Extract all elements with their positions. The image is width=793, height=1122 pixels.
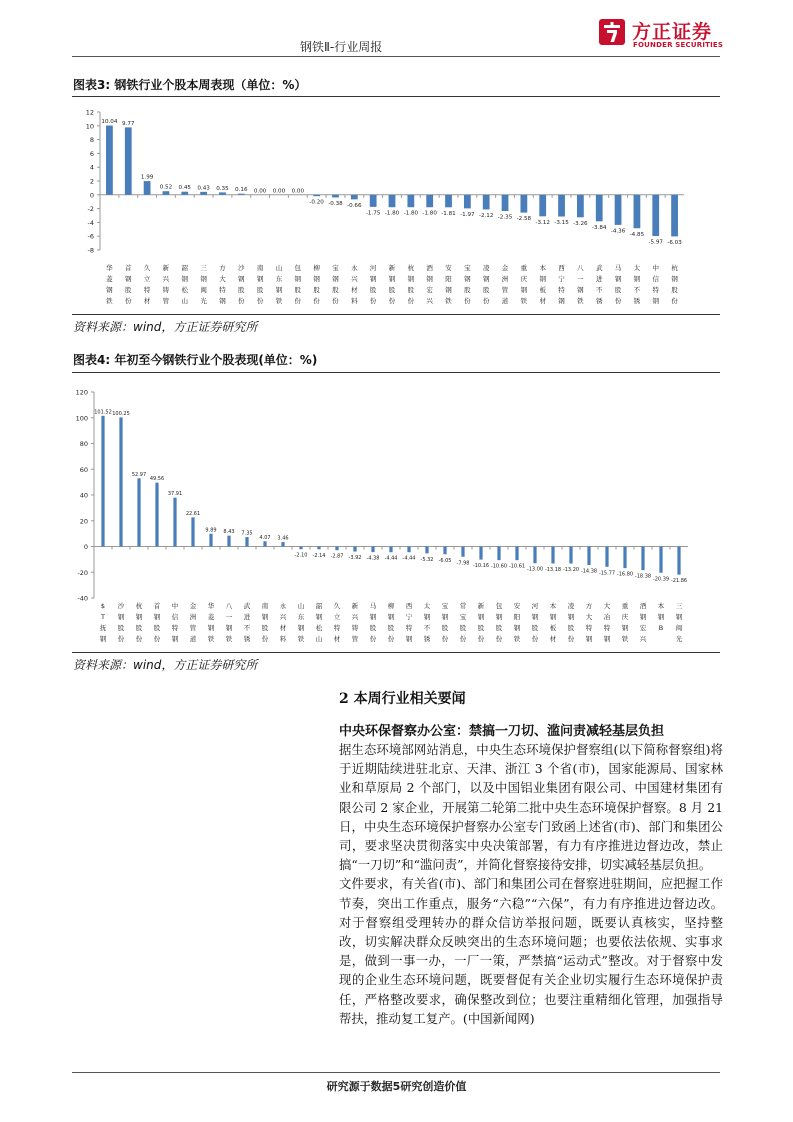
figure4-bottom-rule (72, 652, 720, 653)
fig4-category-label: 首钢股份 (153, 602, 161, 643)
fig3-category-label: 新兴铸管 (162, 264, 170, 305)
fig4-y-tick-label: -20 (77, 568, 88, 577)
fig3-category-label: 方大特钢 (219, 264, 226, 305)
fig3-bar (407, 195, 414, 207)
fig4-category-label: 南钢股份 (261, 602, 269, 643)
fig3-data-label: 0.45 (178, 185, 192, 192)
fig3-category-label: 安阳钢铁 (445, 264, 452, 305)
fig3-data-label: -2.58 (516, 216, 532, 223)
fig4-category-label: 山东钢铁 (297, 602, 305, 643)
fig3-bar (144, 181, 151, 195)
fig4-category-label: 重庆钢铁 (621, 602, 629, 643)
fig3-category-label: 南钢股份 (256, 264, 264, 305)
fig3-data-label: -5.97 (648, 239, 663, 246)
fig4-bar (407, 547, 410, 553)
fig4-bar (677, 547, 680, 575)
fig4-y-tick-label: 20 (79, 517, 88, 526)
fig4-data-label: -10.16 (472, 563, 490, 570)
fig3-category-label: 杭钢股份 (671, 264, 678, 305)
fig3-data-label: -1.97 (460, 211, 475, 218)
fig4-y-tick-label: 80 (79, 440, 88, 448)
figure3-title: 图表3: 钢铁行业个股本周表现（单位：%） (73, 78, 307, 92)
fig4-y-tick-label: -40 (77, 594, 88, 603)
fig3-category-label: 中信特钢 (652, 264, 659, 305)
fig4-data-label: -18.38 (634, 573, 652, 580)
fig3-y-tick-label: -4 (87, 218, 94, 227)
fig3-bar (238, 194, 245, 195)
fig4-category-label: 本钢 B (657, 602, 665, 632)
fig4-category-label: 新兴铸管 (351, 602, 359, 643)
fig4-category-label: 武进不锈 (243, 602, 251, 643)
fig3-bar (652, 195, 659, 236)
fig4-data-label: -14.38 (580, 568, 598, 575)
report-title: 钢铁Ⅱ-行业周报 (300, 40, 383, 54)
fig4-data-label: -16.80 (616, 571, 634, 578)
footer-slogan: 研究源于数据5研究创造价值 (326, 1080, 467, 1093)
fig4-bar (155, 483, 158, 547)
fig4-bar (569, 547, 572, 564)
fig4-bar (587, 547, 590, 566)
fig4-category-label: 太钢不锈 (423, 602, 431, 643)
fig3-category-label: 韶钢松山 (181, 264, 189, 305)
fig3-category-label: 八一钢铁 (577, 264, 584, 305)
fig4-data-label: -20.39 (652, 576, 670, 583)
fig4-category-label: 永兴材料 (279, 602, 287, 643)
fig4-category-label: 河钢股份 (531, 602, 539, 643)
fig4-category-label: 新钢股份 (477, 602, 485, 643)
fig4-category-label: 宝钢股份 (441, 602, 449, 643)
fig3-category-label: 三钢闽光 (200, 264, 207, 305)
logo-text-en: FOUNDER SECURITIES (633, 41, 724, 49)
fig4-bar (533, 547, 536, 564)
fig3-data-label: 0.16 (235, 187, 248, 194)
fig3-bar (351, 195, 358, 200)
fig4-category-label: 包钢股份 (495, 602, 503, 643)
fig4-category-label: 酒钢宏兴 (639, 602, 647, 643)
footer-divider (72, 1072, 720, 1073)
fig4-data-label: 3.46 (277, 535, 289, 542)
fig4-data-label: -6.05 (438, 557, 452, 564)
fig4-data-label: -15.77 (598, 570, 616, 577)
fig3-bar (464, 195, 471, 209)
fig3-data-label: -1.80 (422, 210, 437, 217)
figure4-top-rule (72, 372, 720, 373)
fig4-bar (299, 547, 302, 550)
fig4-data-label: -2.14 (312, 552, 326, 559)
fig3-bar (671, 195, 678, 237)
fig4-data-label: -2.10 (294, 552, 308, 559)
fig4-category-label: 马钢股份 (369, 602, 377, 643)
fig4-data-label: -4.38 (366, 555, 380, 562)
fig4-bar (371, 547, 374, 553)
fig4-bar (515, 547, 518, 561)
fig4-data-label: -2.87 (330, 553, 344, 560)
fig4-category-label: 方大特钢 (585, 602, 593, 643)
fig4-bar (119, 417, 122, 546)
fig3-category-label: 重庆钢铁 (520, 264, 528, 305)
fig3-category-label: 西宁特钢 (558, 264, 565, 305)
fig4-bar (317, 547, 320, 550)
fig4-category-label: 久立特材 (333, 602, 341, 643)
fig3-category-label: 河钢股份 (369, 264, 377, 305)
fig4-bar (101, 416, 104, 547)
fig3-category-label: 华菱钢铁 (106, 264, 113, 305)
fig4-category-label: 中信特钢 (171, 602, 179, 643)
fig3-bar (219, 192, 226, 194)
fig4-bar (641, 547, 644, 571)
fig3-bar (389, 195, 396, 207)
fig3-data-label: -2.12 (478, 212, 494, 219)
fig3-y-tick-label: -8 (87, 246, 94, 255)
fig3-category-label: 武进不锈 (595, 264, 603, 305)
fig4-data-label: -10.61 (508, 563, 526, 570)
fig4-data-label: -7.98 (456, 560, 470, 567)
fig3-y-tick-label: 4 (89, 163, 94, 172)
fig4-data-label: -10.60 (490, 563, 508, 570)
fig4-bar (425, 547, 428, 554)
fig4-category-label: 华菱钢铁 (207, 602, 215, 643)
fig4-y-tick-label: 0 (83, 543, 88, 551)
fig4-bar (191, 517, 194, 546)
fig3-category-label: 宝钢股份 (464, 264, 471, 305)
fig4-category-label: 柳钢股份 (387, 602, 395, 643)
fig3-bar (106, 126, 113, 195)
fig3-data-label: 0.00 (253, 188, 267, 195)
fig3-data-label: -2.35 (497, 214, 513, 221)
fig4-data-label: 22.61 (185, 510, 201, 517)
fig3-bar (577, 195, 584, 217)
fig4-bar (263, 541, 266, 546)
figure4-chart (72, 376, 720, 650)
fig3-bar (558, 195, 565, 217)
fig4-data-label: 37.91 (167, 491, 183, 498)
fig4-category-label: 本钢板材 (549, 602, 557, 643)
fig3-category-label: 凌钢股份 (482, 264, 490, 305)
fig3-data-label: -0.38 (328, 200, 343, 207)
fig4-y-tick-label: 120 (75, 388, 88, 397)
fig4-bar (281, 542, 284, 546)
fig4-category-label: 杭钢股份 (135, 602, 143, 643)
fig4-bar (335, 547, 338, 551)
fig3-bar (520, 195, 527, 213)
fig3-data-label: 0.52 (159, 184, 173, 191)
fig4-data-label: 4.07 (259, 534, 271, 541)
fig3-data-label: 0.00 (272, 188, 286, 195)
figure3-top-rule (72, 96, 720, 97)
fig3-data-label: -3.84 (591, 224, 607, 231)
fig3-data-label: 0.00 (291, 188, 305, 195)
fig3-data-label: -4.85 (629, 231, 645, 238)
fig4-category-label: 大冶特钢 (603, 602, 611, 643)
fig4-bar (245, 537, 248, 546)
fig4-category-label: 八一钢铁 (225, 602, 233, 643)
fig3-category-label: 永兴材料 (351, 264, 358, 305)
fig3-y-tick-label: 6 (89, 149, 94, 158)
fig3-category-label: 金洲管道 (501, 264, 509, 305)
fig4-data-label: 100.25 (112, 410, 130, 417)
fig4-bar (659, 547, 662, 573)
figure4-title: 图表4: 年初至今钢铁行业个股表现(单位：%) (73, 353, 318, 367)
fig4-bar (461, 547, 464, 557)
logo-text-cn: 方正证券 (632, 21, 713, 43)
fig3-bar (539, 195, 546, 217)
header-divider (72, 56, 720, 57)
fig4-data-label: 8.43 (223, 529, 235, 536)
figure3-source: 资料来源：wind，方正证券研究所 (73, 320, 258, 334)
fig4-bar (389, 547, 392, 553)
fig4-bar (137, 478, 140, 546)
fig4-data-label: -21.86 (670, 578, 688, 585)
fig3-category-label: 沙钢股份 (238, 264, 245, 305)
fig3-bar (370, 195, 377, 207)
fig3-data-label: -1.80 (384, 210, 400, 217)
fig3-data-label: -3.12 (535, 219, 550, 226)
fig4-data-label: 101.52 (94, 409, 112, 416)
fig3-y-tick-label: 12 (85, 108, 94, 117)
fig4-bar (443, 547, 446, 555)
fig3-bar (502, 195, 509, 211)
fig4-data-label: -4.44 (402, 555, 416, 562)
fig3-data-label: -1.75 (365, 210, 381, 217)
fig3-data-label: -6.03 (667, 239, 682, 246)
company-logo (598, 18, 722, 52)
fig4-category-label: 常宝股份 (459, 602, 467, 643)
fig4-bar (623, 547, 626, 569)
fig3-data-label: 0.43 (197, 185, 210, 192)
fig3-bar (181, 192, 188, 195)
fig4-y-tick-label: 40 (79, 491, 88, 500)
fig3-category-label: 包钢股份 (294, 264, 302, 305)
fig3-data-label: 0.35 (216, 185, 229, 192)
fig3-y-tick-label: 10 (85, 122, 94, 131)
fig3-data-label: -4.36 (610, 228, 626, 235)
fig4-data-label: -13.20 (562, 566, 580, 573)
fig4-svg (72, 376, 720, 650)
fig4-data-label: -4.44 (384, 555, 398, 562)
fig4-category-label: 韶钢松山 (315, 602, 323, 643)
fig3-data-label: -3.26 (573, 220, 588, 227)
fig3-data-label: 10.04 (101, 119, 118, 126)
fig4-data-label: 49.56 (149, 476, 165, 483)
article-paragraph: 文件要求，有关省(市)、部门和集团公司在督察进驻期间，应把握工作节奏，突出工作重点，服务“六稳”“六保”，有力有序推进边督边改。对于督察组受理转办的群众信访举报问题，既要认真核实，坚持整改，切实解决群众反映突出的生态环境问题；也要依法依规、实事求是，做到一事一办，一厂一策，严禁搞“运动式”整改。对于督察中发现的企业生态环境问题，既要督促有关企业切实履行生态环境保护责任，严格整改要求，确保整改到位；也要注重精细化管理，加强指导帮扶，推动复工复产。(中国新闻网) (339, 876, 723, 1026)
fig3-y-tick-label: -6 (87, 232, 94, 241)
fig4-category-label: 金洲管道 (189, 602, 197, 643)
fig3-data-label: -3.15 (554, 220, 569, 227)
founder-logo-icon (598, 18, 626, 46)
fig4-data-label: -5.32 (420, 556, 434, 563)
fig3-category-label: 久立特材 (143, 264, 151, 305)
fig4-bar (353, 547, 356, 552)
fig3-y-tick-label: 8 (89, 136, 94, 145)
fig3-category-label: 杭钢股份 (407, 264, 415, 305)
fig4-bar (227, 536, 230, 547)
fig3-data-label: -1.81 (441, 210, 456, 217)
fig4-data-label: -3.92 (348, 555, 362, 562)
fig3-data-label: 1.99 (140, 174, 154, 181)
fig4-bar (551, 547, 554, 564)
fig3-category-label: 马钢股份 (614, 264, 622, 305)
fig3-data-label: -0.66 (347, 202, 362, 209)
fig4-category-label: 西宁特钢 (405, 602, 413, 643)
fig4-bar (479, 547, 482, 560)
section-heading: 2 本周行业相关要闻 (339, 691, 466, 707)
fig4-data-label: 7.35 (241, 530, 253, 537)
fig3-bar (445, 195, 452, 207)
fig4-bar (173, 498, 176, 547)
fig4-category-label: 沙钢股份 (117, 602, 125, 643)
fig3-category-label: 太钢不锈 (633, 264, 641, 305)
fig3-bar (634, 195, 641, 228)
fig3-bar (615, 195, 622, 225)
fig3-y-tick-label: 0 (89, 191, 94, 200)
fig3-data-label: -1.80 (403, 210, 419, 217)
article-body (339, 740, 723, 1028)
fig4-bar (209, 534, 212, 547)
fig4-category-label: $ T 抚钢 (99, 602, 107, 643)
article-paragraph: 据生态环境部网站消息，中央生态环境保护督察组(以下简称督察组)将于近期陆续进驻北京、天津、浙江 3 个省(市)，国家能源局、国家林业和草原局 2 个部门，以及中国铝业集团有限公司、中国建材集团有限公司 2 家企业，开展第二轮第二批中央生态环境保护督察。8 月 21 日，中央生态环境保护督察办公室专门致函上述省(市)、部门和集团公司，要求坚决贯彻落实中央决策部署，有力有序推进边督边改，禁止搞“一刀切”和“滥问责”，并简化督察接待安排，切实减轻基层负担。 (339, 742, 723, 873)
fig4-category-label: 凌钢股份 (567, 602, 575, 643)
fig3-bar (483, 195, 490, 210)
fig3-category-label: 本钢板材 (539, 264, 546, 305)
fig3-y-tick-label: 2 (89, 177, 94, 186)
fig4-category-label: 安阳钢铁 (513, 602, 521, 643)
fig3-bar (125, 127, 132, 194)
article-title: 中央环保督察办公室：禁搞一刀切、滥问责减轻基层负担 (339, 724, 665, 739)
fig4-data-label: -13.18 (544, 566, 562, 573)
fig3-category-label: 首钢股份 (125, 264, 132, 305)
fig3-category-label: 柳钢股份 (313, 264, 320, 305)
fig4-bar (497, 547, 500, 561)
fig4-data-label: 52.97 (131, 471, 147, 478)
fig3-data-label: 9.77 (122, 120, 135, 127)
fig3-bar (163, 191, 170, 195)
fig3-bar (200, 192, 207, 195)
fig4-data-label: -13.00 (526, 566, 544, 573)
fig3-category-label: 山东钢铁 (275, 264, 283, 305)
fig3-bar (313, 195, 320, 196)
fig3-bar (426, 195, 433, 207)
fig4-category-label: 三钢闽光 (675, 602, 683, 643)
figure3-chart (72, 100, 720, 312)
fig3-bar (332, 195, 339, 198)
fig3-y-tick-label: -2 (87, 205, 94, 214)
fig3-data-label: -0.20 (309, 199, 324, 206)
fig4-data-label: 9.89 (205, 527, 217, 534)
fig4-bar (605, 547, 608, 567)
fig3-category-label: 新钢股份 (388, 264, 396, 305)
fig3-bar (596, 195, 603, 221)
fig4-y-tick-label: 60 (79, 465, 88, 474)
figure4-source: 资料来源：wind，方正证券研究所 (73, 658, 258, 672)
figure3-bottom-rule (72, 314, 720, 315)
fig3-svg (72, 100, 720, 312)
fig3-category-label: 宝钢股份 (332, 264, 339, 305)
fig3-category-label: 酒钢宏兴 (426, 264, 433, 305)
fig4-y-tick-label: 100 (75, 414, 88, 423)
